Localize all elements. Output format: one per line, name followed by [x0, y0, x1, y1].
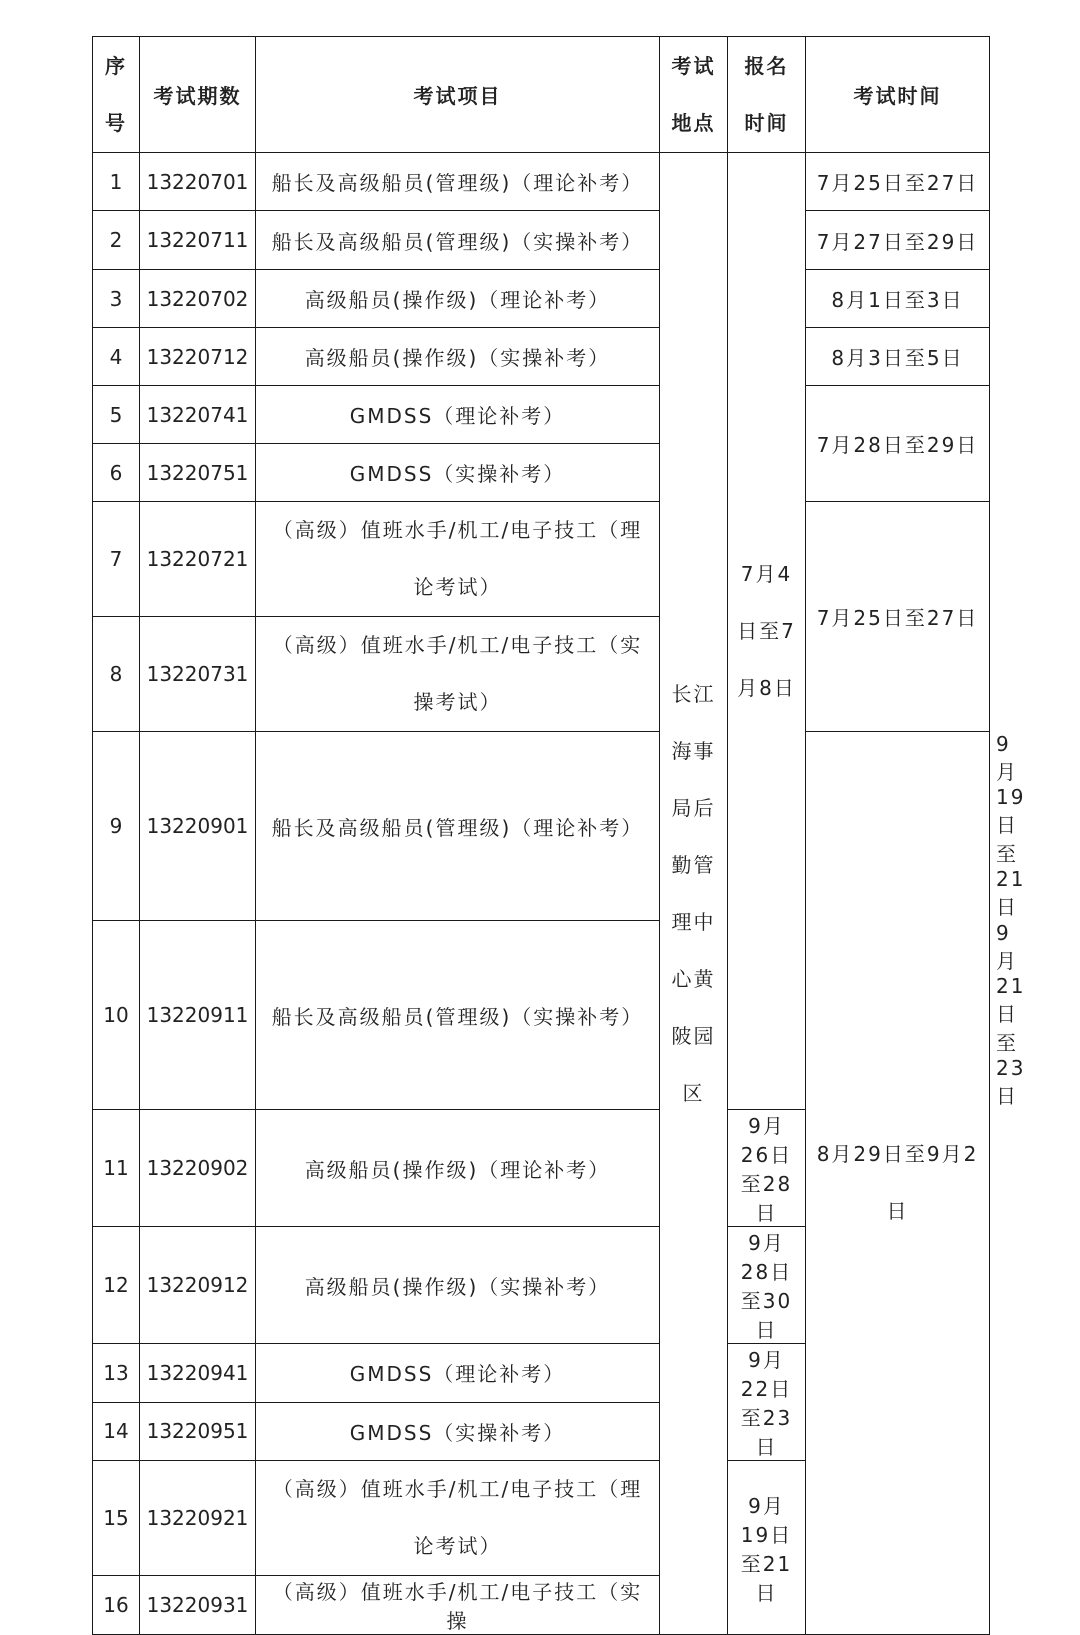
- item-cell: GMDSS（理论补考）: [256, 1344, 660, 1403]
- seq-cell: 9: [93, 732, 140, 921]
- header-seq: 序号: [93, 37, 140, 153]
- period-cell: 13220912: [140, 1227, 256, 1344]
- item-cell: 船长及高级船员(管理级)（实操补考）: [256, 921, 660, 1110]
- period-cell: 13220702: [140, 270, 256, 328]
- time-cell: 7月25日至27日: [806, 153, 990, 211]
- table-row: [93, 328, 990, 386]
- item-cell: 船长及高级船员(管理级)（实操补考）: [256, 211, 660, 270]
- time-cell: 8月3日至5日: [806, 328, 990, 386]
- item-cell: 高级船员(操作级)（实操补考）: [256, 1227, 660, 1344]
- seq-cell: 6: [93, 444, 140, 502]
- item-cell: 船长及高级船员(管理级)（理论补考）: [256, 153, 660, 211]
- seq-cell: 12: [93, 1227, 140, 1344]
- item-cell: （高级）值班水手/机工/电子技工（理论考试）: [256, 502, 660, 617]
- period-cell: 13220712: [140, 328, 256, 386]
- seq-cell: 1: [93, 153, 140, 211]
- item-cell: （高级）值班水手/机工/电子技工（理论考试）: [256, 1461, 660, 1576]
- period-cell: 13220751: [140, 444, 256, 502]
- seq-cell: 15: [93, 1461, 140, 1576]
- item-cell: GMDSS（实操补考）: [256, 444, 660, 502]
- header-register: 报名时间: [728, 37, 806, 153]
- table-row: [93, 386, 990, 444]
- table-row: 9 13220901 船长及高级船员(管理级)（理论补考） 8月29日至9月2日 9月19日至21日: [93, 732, 990, 921]
- period-cell: 13220721: [140, 502, 256, 617]
- seq-cell: 14: [93, 1402, 140, 1461]
- seq-cell: 11: [93, 1110, 140, 1227]
- seq-cell: 16: [93, 1576, 140, 1635]
- item-cell: 高级船员(操作级)（理论补考）: [256, 270, 660, 328]
- item-cell: 高级船员(操作级)（实操补考）: [256, 328, 660, 386]
- period-cell: 13220901: [140, 732, 256, 921]
- header-time: 考试时间: [806, 37, 990, 153]
- time-cell: 9月28日至30日: [728, 1227, 806, 1344]
- period-cell: 13220931: [140, 1576, 256, 1635]
- time-cell: 9月19日至21日: [728, 1461, 806, 1635]
- item-cell: 船长及高级船员(管理级)（理论补考）: [256, 732, 660, 921]
- seq-cell: 10: [93, 921, 140, 1110]
- seq-cell: 13: [93, 1344, 140, 1403]
- header-period: 考试期数: [140, 37, 256, 153]
- time-cell: 7月25日至27日: [806, 502, 990, 732]
- period-cell: 13220711: [140, 211, 256, 270]
- header-item: 考试项目: [256, 37, 660, 153]
- time-cell: 9月22日至23日: [728, 1344, 806, 1461]
- exam-schedule-table: [92, 36, 1026, 1635]
- time-cell: 8月1日至3日: [806, 270, 990, 328]
- time-cell: 7月28日至29日: [806, 386, 990, 502]
- table-row: [93, 502, 990, 617]
- period-cell: 13220921: [140, 1461, 256, 1576]
- item-cell: （高级）值班水手/机工/电子技工（实操考试）: [256, 617, 660, 732]
- item-cell: GMDSS（实操补考）: [256, 1402, 660, 1461]
- period-cell: 13220731: [140, 617, 256, 732]
- header-location: 考试地点: [660, 37, 728, 153]
- seq-cell: 7: [93, 502, 140, 617]
- table-row: [93, 270, 990, 328]
- time-cell: 9月26日至28日: [728, 1110, 806, 1227]
- table-row: 10 13220911 船长及高级船员(管理级)（实操补考） 9月21日至23日: [93, 921, 990, 1110]
- item-cell: （高级）值班水手/机工/电子技工（实操: [256, 1576, 660, 1635]
- table-row: [93, 153, 990, 211]
- period-cell: 13220741: [140, 386, 256, 444]
- register-cell-1: 7月4日至7月8日: [728, 153, 806, 1110]
- period-cell: 13220902: [140, 1110, 256, 1227]
- table-row: [93, 211, 990, 270]
- seq-cell: 8: [93, 617, 140, 732]
- period-cell: 13220941: [140, 1344, 256, 1403]
- period-cell: 13220911: [140, 921, 256, 1110]
- seq-cell: 3: [93, 270, 140, 328]
- seq-cell: 4: [93, 328, 140, 386]
- header-row: [93, 37, 990, 153]
- register-cell-2: 8月29日至9月2日: [806, 732, 990, 1635]
- period-cell: 13220701: [140, 153, 256, 211]
- period-cell: 13220951: [140, 1402, 256, 1461]
- time-cell: 7月27日至29日: [806, 211, 990, 270]
- item-cell: GMDSS（理论补考）: [256, 386, 660, 444]
- seq-cell: 2: [93, 211, 140, 270]
- location-cell: 长江海事局后勤管理中心黄陂园区: [660, 153, 728, 1635]
- seq-cell: 5: [93, 386, 140, 444]
- item-cell: 高级船员(操作级)（理论补考）: [256, 1110, 660, 1227]
